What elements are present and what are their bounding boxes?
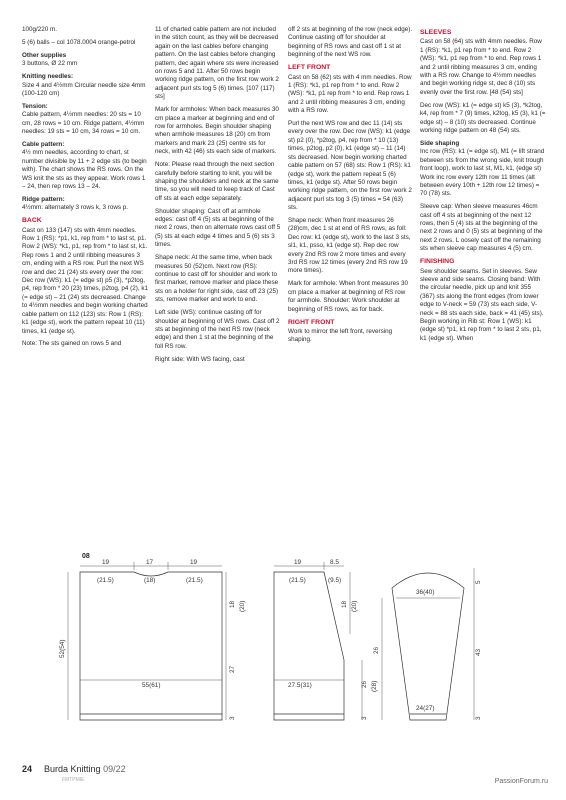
back-armhole-alt: (20): [239, 600, 246, 612]
back-top-mid: 17: [146, 559, 154, 566]
front-top-shoulder: 19: [294, 559, 302, 566]
back-rib: 3: [229, 716, 236, 720]
magazine-name: Burda Knitting: [44, 764, 101, 774]
paragraph: Cable pattern, 4½mm needles: 20 sts = 10 cm, 28 rows = 10 cm. Ridge pattern, 4½mm needles: 19 sts = 10 cm, 34 rows = 10 cm.: [22, 111, 145, 136]
paragraph: 5 (6) balls – col 1078.0004 orange-petrol: [22, 38, 136, 46]
subheading: Tension:: [22, 102, 48, 110]
page-number: 24: [22, 764, 33, 774]
article-columns: [22, 26, 548, 538]
front-rib: 3: [361, 716, 368, 720]
paragraph: off 2 sts at beginning of the row (neck edge). Continue casting off for shoulder at beginning of RS rows and cast off 1 st at beginning of the next WS row.: [288, 26, 413, 59]
back-top-right: 19: [190, 559, 198, 566]
text-column-4: [420, 26, 546, 538]
back-top-left: 19: [102, 559, 110, 566]
back-piece: [68, 562, 226, 720]
section-heading: BACK: [22, 217, 42, 225]
sleeve-body: 26: [373, 646, 380, 654]
subheading: Cable pattern:: [22, 140, 65, 148]
front-top-shoulder-alt: (21.5): [289, 577, 306, 584]
magazine-title: [44, 764, 126, 774]
paragraph: 4½ mm needles, according to chart, st number divisible by 11 + 2 edge sts (to begin with). The chart shows the RS rows. On the WS knit the sts as they appear. Work rows 1 – 24, then rep rows 13 – 24.: [22, 149, 147, 190]
paragraph: Note: Please read through the next section carefully before starting to knit, you will be shaping the shoulders and neck at the same time, so you will need to keep track of Cast off sts at each edge separately.: [155, 161, 279, 202]
back-width: 55(61): [142, 682, 161, 689]
paragraph: Shoulder shaping: Cast off at armhole edges: cast off 4 (5) sts at beginning of the next 2 rows, then on alternate rows cast off 5 (5) sts at each edge 4 times and 5 (6) sts 3 times.: [155, 207, 281, 249]
sleeve-bottom-width: 24(27): [416, 705, 435, 712]
front-armhole: 18: [341, 600, 348, 608]
back-top-right-alt: (21.5): [186, 577, 203, 584]
paragraph: 11 of charted cable pattern are not included in the stitch count, as they will be decreased again on the last cables before changing pattern. On the last cables before changing pattern, dec again where sts were increased on rows 5 and 11. After 50 rows begin working ridge pattern, on the first row work 2 adjacent purl sts tog 5 (6) times. [107 (117) sts]: [155, 26, 279, 101]
front-top-neck: 8.5: [330, 559, 339, 566]
paragraph: Dec row (WS): k1 (= edge st) k5 (3), *k2tog, k4, rep from * 7 (9) times, k2tog, k5 (3), k1 (= edge st) – 8 (10) sts decreased. Continue working ridge pattern on 48 (54) sts.: [420, 101, 546, 134]
front-width: 27.5(31): [288, 682, 312, 689]
subheading: Ridge pattern:: [22, 195, 65, 203]
back-height: 52(54): [59, 639, 66, 658]
front-piece: [274, 562, 362, 720]
section-heading: LEFT FRONT: [288, 64, 331, 72]
paragraph: Sew shoulder seams. Set in sleeves. Sew sleeve and side seams. Closing band: With the circular needle, pick up and knit 355 (367) sts along the front edges (from lower edge to V-neck = 59 (73) sts each side, V-neck = 88 sts each side, back = 41 (45) sts). Begin working in Rib st: Row 1 (WS): k1 (edge st) *p1, k1 rep from * to last 2 sts, p1, k1 (edge st). When: [420, 267, 544, 342]
subheading: Side shaping: [420, 139, 460, 147]
paragraph: Sleeve cap: When sleeve measures 46cm cast off 4 sts at beginning of the next 12 rows, then 5 (4) sts at the beginning of the next 2 rows and 0 (5) sts at beginning of the next 2 rows. L oosely cast off the remaining sts when sleeve cap measures 4 (5) cm.: [420, 203, 543, 253]
issue-date: 09/22: [103, 764, 126, 774]
paragraph: Purl the next WS row and dec 11 (14) sts every over the row. Dec row (WS): k1 (edge st) p2 (0), *p2tog, p4, rep from * 10 (13) times, p2tog, p2 (0), k1 (edge st) – 11 (14) sts decreased. Now begin working charted cable pattern on 57 (68) sts: Row 1 (RS): k1 (edge st), work the pattern repeat 5 (6) times, k1 (edge st). After 50 rows begin working ridge pattern, on the first row work 2 adjacent purl sts tog 3 (5) times = 54 (63) sts.: [288, 120, 412, 212]
paragraph: 3 buttons, Ø 22 mm: [22, 60, 78, 68]
paragraph: Inc row (RS): k1 (= edge st), M1 (= lift strand between sts from the wrong side, knit trough front loop), work to last st, M1, k1, (edge st) Work inc row every 12th row 11 times (alt between every 10th + 12th row 12 times) = 70 (78) sts.: [420, 148, 545, 198]
diagram-label: 08: [82, 553, 90, 560]
paragraph: Mark for armhole: When front measures 30 cm place a marker at beginning of RS row for armhole. Shoulder: Work shoulder at beginning of RS rows, as for back.: [288, 280, 409, 313]
paragraph: Shape neck: When front measures 26 (28)cm, dec 1 st at end of RS rows, as foll: Dec row: k1 (edge st), work to the last 3 sts, sl1, k1, psso, k1 (edge st). Rep dec row every 2nd RS row 2 more times and every 3rd RS row 12 times (every 2nd RS row 19 more times).: [288, 217, 411, 275]
paragraph: Size 4 and 4½mm Circular needle size 4mm (100-120 cm): [22, 81, 146, 97]
paragraph: Note: The sts gained on rows 5 and: [22, 340, 122, 348]
paragraph: Cast on 58 (64) sts with 4mm needles. Row 1 (RS): *k1, p1 rep from * to end. Row 2 (WS): *k1, p1 rep from * to end. Rep rows 1 and 2 until ribbing measures 3 cm, ending with a RS row. Change to 4½mm needles and begin working ridge st, dec 8 (10) sts evenly over the first row. [48 (54) sts]: [420, 38, 542, 96]
section-heading: SLEEVES: [420, 29, 452, 36]
front-armhole-alt: (20): [351, 600, 358, 612]
back-side: 27: [229, 665, 236, 673]
footer-sub: FMTPMIE: [62, 777, 85, 783]
subheading: Knitting needles:: [22, 73, 74, 81]
paragraph: 100g/220 m.: [22, 26, 58, 33]
page-footer: [22, 762, 548, 792]
paragraph: Cast on 58 (62) sts with 4 mm needles. Row 1 (RS): *k1, p1 rep from * to end. Row 2 (WS): *k1, p1 rep from * to end. Rep rows 1 and 2 until ribbing measures 3 cm, ending with a RS row.: [288, 73, 412, 115]
sleeve-length: 43: [475, 648, 482, 656]
paragraph: Mark for armholes: When back measures 30 cm place a marker at beginning and end of row for armholes. Begin shoulder shaping when armhole measures 18 (20) cm from markers and mark 23 (25) centre sts for neck, with 42 (46) sts each side of markers.: [155, 106, 279, 156]
sleeve-cap: 5: [475, 580, 482, 584]
back-top-mid-alt: (18): [144, 577, 156, 584]
paragraph: Right side: With WS facing, cast: [155, 355, 245, 363]
paragraph: Shape neck: At the same time, when back measures 50 (52)cm. Next row (RS): continue to cast off for shoulder and work to first marker, remove marker and place these sts on a holder for right side, cast off 23 (25) sts, remove marker and work to end.: [155, 254, 279, 304]
section-heading: RIGHT FRONT: [288, 318, 335, 326]
sleeve-top-width: 36(40): [416, 589, 435, 596]
paragraph: Cast on 133 (147) sts with 4mm needles. Row 1 (RS): *p1, k1, rep from * to last st, p1. Row 2 (WS): *k1, p1, rep from * to last st, k1. Rep rows 1 and 2 until ribbing measures 3 cm, ending with a RS row. Purl the next WS row and dec 21 (24) sts every over the row: Dec row (WS): k1 (= edge st) p5 (3), *p2tog, p4, rep from * 20 (23) times, p2tog, p4 (2), k1 (= edge st) – 21 (24) sts decreased. Change to 4½mm needles and begin working charted cable pattern on 112 (123) sts: Row 1 (RS): k1 (edge st), work the pattern repeat 10 (11) times, k1 (edge st).: [22, 226, 148, 335]
front-top-neck-alt: (9.5): [328, 577, 342, 584]
front-neck-depth: 26: [361, 680, 368, 688]
paragraph: Work to mirror the left front, reversing shaping.: [288, 327, 393, 344]
sleeve-rib: 3: [475, 716, 482, 720]
section-heading: FINISHING: [420, 258, 455, 266]
pattern-schematic: [44, 548, 544, 748]
front-neck-depth-alt: (28): [371, 680, 378, 692]
subheading: Other supplies: [22, 51, 67, 59]
back-top-left-alt: (21.5): [97, 577, 114, 584]
watermark: PassionForum.ru: [494, 778, 548, 785]
text-column-3: [288, 26, 414, 538]
text-column-1: [22, 26, 148, 538]
paragraph: Left side (WS): continue casting off for shoulder at beginning of WS rows. Cast off 2 sts at beginning of the next RS row (neck edge) and then 1 st at the beginning of the foll RS row.: [155, 309, 280, 350]
text-column-2: [155, 26, 281, 538]
back-armhole: 18: [229, 600, 236, 608]
paragraph: 4½mm: alternately 3 rows k, 3 rows p.: [22, 204, 129, 212]
